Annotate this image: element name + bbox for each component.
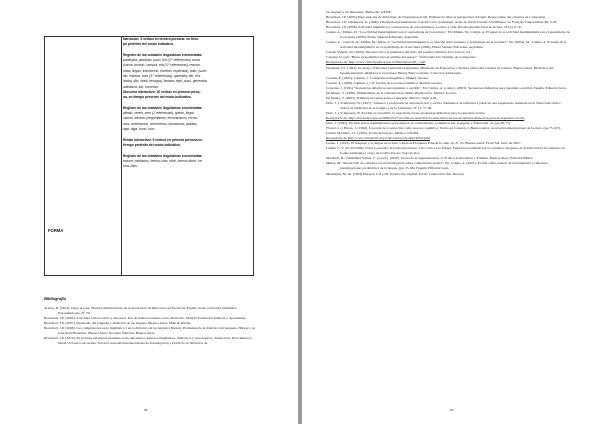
- table-cell-line: mos visto.: [123, 164, 138, 169]
- table-cell-line: Registro de las unidades lingüísticas encontradas:: [123, 105, 203, 110]
- table-cell-line: (corría, durmió, comprá, era (3.º referencias), reaccio-: [123, 63, 202, 68]
- table-cell-line: naba, llegan, transformó, escribió, esperaba), trató, (suce-: [123, 68, 208, 73]
- table-cell-line: estuve, hablamos, hemos vido, robé, hemos dicho, he-: [123, 158, 203, 163]
- bibliography-entry: Camps, A.; Milian, M. "La actividad metalingüística en el aprendizaje de la escritura." En: Milian, M.; Camps, A. El papel de la actividad metalingüística en el aprendizaje de la escritura (2000). Homo Sapiens Ediciones. Argentina.: [326, 30, 570, 40]
- bibliography-entry: Camps, A. ; Guasch, O.; Milian, M.; Ribas, T. "Actividad metalingüística: la relación entre escritura y aprendizaje de la escritura." En: Milian, M., Camps, A. El papel de la actividad metalingüística en el aprendizaje de la escritura (2000). Homo Sapiens Ediciones. Argentina.: [326, 40, 567, 50]
- table-cell-line: po pretérito del modo indicativo.: [123, 42, 174, 47]
- table-row-label: FORMA: [48, 228, 64, 233]
- bibliography-entry: Lerner, J. (2001). El lenguaje y la lengua en el aula: a Revista Propuesta Educativa, Año 12, Nº 25. Buenos Aires: FLACSO. Julio de 2001.: [326, 141, 521, 146]
- bibliography-entry: Casado Velarde, M. (2000). Introducción a la gramática del texto del español. Madrid: Arco Libros, S.L.: [326, 50, 472, 55]
- bibliography-entry: Bronckart, J.P. (2010). En frontera del Interaccionismo socio-discursivo: aspectos lingüísticos, didácticos y psicológicos. Traducción: Dora Riestra y Marta Victoria Goicoechea. Terceras Jornadas Internacionales de Investigación y Prácticas en Didáctica de: [44, 336, 253, 346]
- bibliography-entry: Marafioti, R., Santibáñez Yáñez, C. (coord.). (2010). Teoría de la argumentación. A 50 años de Perelman y Toulmin. Buenos Aires: Editorial Biblos.: [326, 156, 534, 161]
- table-cell-line: Registro de las unidades lingüísticas encontradas:: [123, 52, 203, 57]
- table-cell-line: algo, diga, tomo, tuvo.: [123, 127, 156, 132]
- table-cell-line: lizaba, dijo, sintió (recogía), llevaba, dejó, puso, generaba,: [123, 79, 208, 84]
- bibliography-entry: Flower, L. y Hayes, J. (1996). La teoría de la redacción como proceso cognitivo. Textos en Contexto I, Buenos Aires: Asociación Internacional de Lectura. (pp.73-107).: [326, 126, 561, 131]
- table-cell-line: satisfacía, iba, comenzó.: [123, 84, 160, 89]
- table-cell-line: dió, estrena, tuvo (3.º referencias), aprendía, dió, rea-: [123, 74, 201, 79]
- bibliography-entry: Dolz, J. y Schneuwly, B. Escribir es reescribir: la reescritura en las secuencias didácticas para la expresión escrita.: [326, 110, 486, 115]
- bibliography-link[interactable]: Recuperado de http://www.ensayistas.org/critica/ensayo/gomez/index.htm: [326, 136, 430, 141]
- table-cell-line: Relato interactivo: 5 verbos en primera persona en: [123, 137, 203, 142]
- table-cell-line: na, en tiempo presente del modo indicativo.: [123, 95, 192, 100]
- bibliography-link[interactable]: Recuperado de: http://www.cienciayeducacion.es/files/libros/t20_1.pdf: [326, 60, 426, 65]
- page-number: 89: [450, 408, 454, 412]
- bibliography-entry: Dolz, J. y Schneuwly, B. (1997). "Géneros y progresión en expresión oral y escrita. Elementos de reflexión a partir de una experiencia realizada en la Suiza francófona", Textos de Didáctica de la Lengua y de la Literatura, Nº 11: 77-98.: [326, 100, 562, 110]
- bibliography-entry: Cotterius, J. (1991) "Secuencias didácticas para aprender a escribir". En: Camps, A. (comp.). (2003). Secuencias didácticas para aprender a escribir. España: Editorial Graó.: [326, 85, 567, 90]
- bibliography-entry: Cassany, D. (s/f) "Breve propedéutica para el análisis del ensayo". Universidad de Santiago de Compostela.: [326, 55, 477, 60]
- right-page: [302, 0, 600, 424]
- bibliography-entry: Bronckart, J.P. (2007). Desarrollo del lenguaje y Didáctica de las lenguas. Buenos Aires: Miño & Dávila.: [44, 321, 192, 326]
- bibliography-entry: Bronckart, J.P. (2005) Rega sing une de didactique de l'expression écrite. Elément de bilan et perspectives d'avenir. Revue suisse des sciences de l' éducation.: [326, 15, 547, 20]
- bibliography-entry: Clemente, I.S. (1991). El ensayo. Ediciones Culturales Argentinas. Ministerio de Educación y Justicia. Dirección General de Cultura. Buenos Aires. Biblioteca del Sesquicentenario dirigida por el profesor Héctor Blas González. Colección Antologías.: [326, 65, 554, 75]
- bibliography-heading: Bibliografía: [44, 296, 66, 301]
- table-cell-line: mos, aceleramos, conocemos, asociamos, plantas,: [123, 121, 198, 126]
- table-cell-line: tiempo pretérito del modo indicativo.: [123, 142, 181, 147]
- table-cell-line: Narración: 3 verbos en tercera persona: en tiem-: [123, 37, 199, 41]
- bibliography-entry: Arenas, D. (2014). Pegar el pase. Madrid: Publicaciones de la Asociación de Directores de Escena de España. Serie: Literatura Dramática Iberoamericana, Nº 70.: [44, 306, 237, 316]
- bibliography-entry: Dolz, J. (1995). Escribir textos argumentativos para mejorar su comprensión. Comunicación, Lenguaje y Educación. 25, (pp.65-77).: [326, 121, 511, 126]
- bibliography-list: [44, 306, 256, 346]
- bibliography-entry: Bronckart, J.P; Schneuwly, G. (1990). Description grammaticale et profil socio-syntaxique: Actes de la IVe Journée Scientifique. Le Français d'aujourd'hui. 86, 5-16.: [326, 20, 558, 25]
- page-number: 88: [144, 408, 148, 412]
- table-cell-line: publicaba, pasaban, pasó, fue (3.º referencias) corría: [123, 58, 201, 63]
- bibliography-entry: Bronckart, J.P. (2008). Las competencias en la lingüística y en la didáctica de las lenguas (Baixar). Problemas de la didáctica del lenguaje. Habego con Jean-Paul Bronckart. Buenos Aires: Noveduc Editores. Buenos Aires.: [44, 326, 256, 336]
- bibliography-link[interactable]: Recuperado de: http://inscatala.logre.es/2009/05/27/escribir-es-reescribir-la-reescritura-en-las-secuencias-didacticas-para-la-expresion-escrita: [326, 115, 525, 120]
- table-cell-line: Registro de las unidades lingüísticas encontradas:: [123, 153, 203, 158]
- table-cell-line: Discurso interactivo: 20 verbos en primera perso-: [123, 89, 201, 94]
- bibliography-list-continued: [326, 10, 570, 177]
- bibliography-entry: Bronckart, J.P. (2004). Actividad verbal, textos y discursos. Por un interaccionismo socio-discursivo. Madrid: Fundación Infancia y Aprendizaje.: [44, 316, 247, 321]
- left-page: [0, 0, 298, 424]
- bibliography-entry: las lenguas y las literaturas. Bariloche: GEISE.: [326, 10, 392, 14]
- table-cell-line: afrado, veréis, eres (2 referencias), quiero, llegar,: [123, 111, 195, 116]
- bibliography-entry: De Mauro, T. (1986). Minimalismo de la comunicación. Minicomunicación. Madrid: Gredos.: [326, 90, 457, 95]
- bibliography-entry: De Mauro, T. (2005). Primeras lecciones sobre el lenguaje. México: Siglo XXI.: [326, 95, 438, 100]
- analysis-table: [44, 36, 254, 276]
- bibliography-entry: Gómez Martínez, J.L. (1992). Teoría del ensayo. México: UNAM.: [326, 131, 419, 136]
- bibliography-entry: Coseriu, E. (1988). Capítulo 1 y II. Teorías de la teoría normativa. Madrid: Gredos.: [326, 80, 443, 85]
- bibliography-entry: Milian, M. "Interacción de contextos en la investigación sobre composición escrita". En: Camps, A. (2001). El aula como espacio de investigación y reflexión: investigaciones en didáctica de la lengua. (pp. 25-36). España: Editorial Graó.: [326, 161, 549, 171]
- table-column-divider: [121, 37, 122, 275]
- bibliography-entry: Lulkin, G. V. (01/10/2006). Sobre la escuela: la forma del ensayo. Una carta a Leo Pipper. Fundación realizada por los alumnos del grupo de Traducción II del semestre de Lenna Alemanna a cargo de Cecilia Tercero Vasconcelos.: [326, 146, 565, 156]
- bibliography-entry: Montaigne, M. de. (1994) Ensayos I, II y III. Traducción original: Escrit. Traducción: Ma. Dolores: [326, 171, 464, 176]
- bibliography-entry: Coseriu, E. (1992). Capítulo 1. Competencia lingüística. Madrid: Gredos.: [326, 75, 429, 80]
- table-cell-content: [123, 37, 251, 169]
- bibliography-entry: Bronckart, J.P. (2008). Actividad lingüística y construcción de conocimientos. Lectura y vida: Revista internacional de lectura. 29 (2), 6-16.: [326, 25, 522, 30]
- table-cell-line: vamos, afrobár, preguntamos, encontramos, recha-: [123, 116, 198, 121]
